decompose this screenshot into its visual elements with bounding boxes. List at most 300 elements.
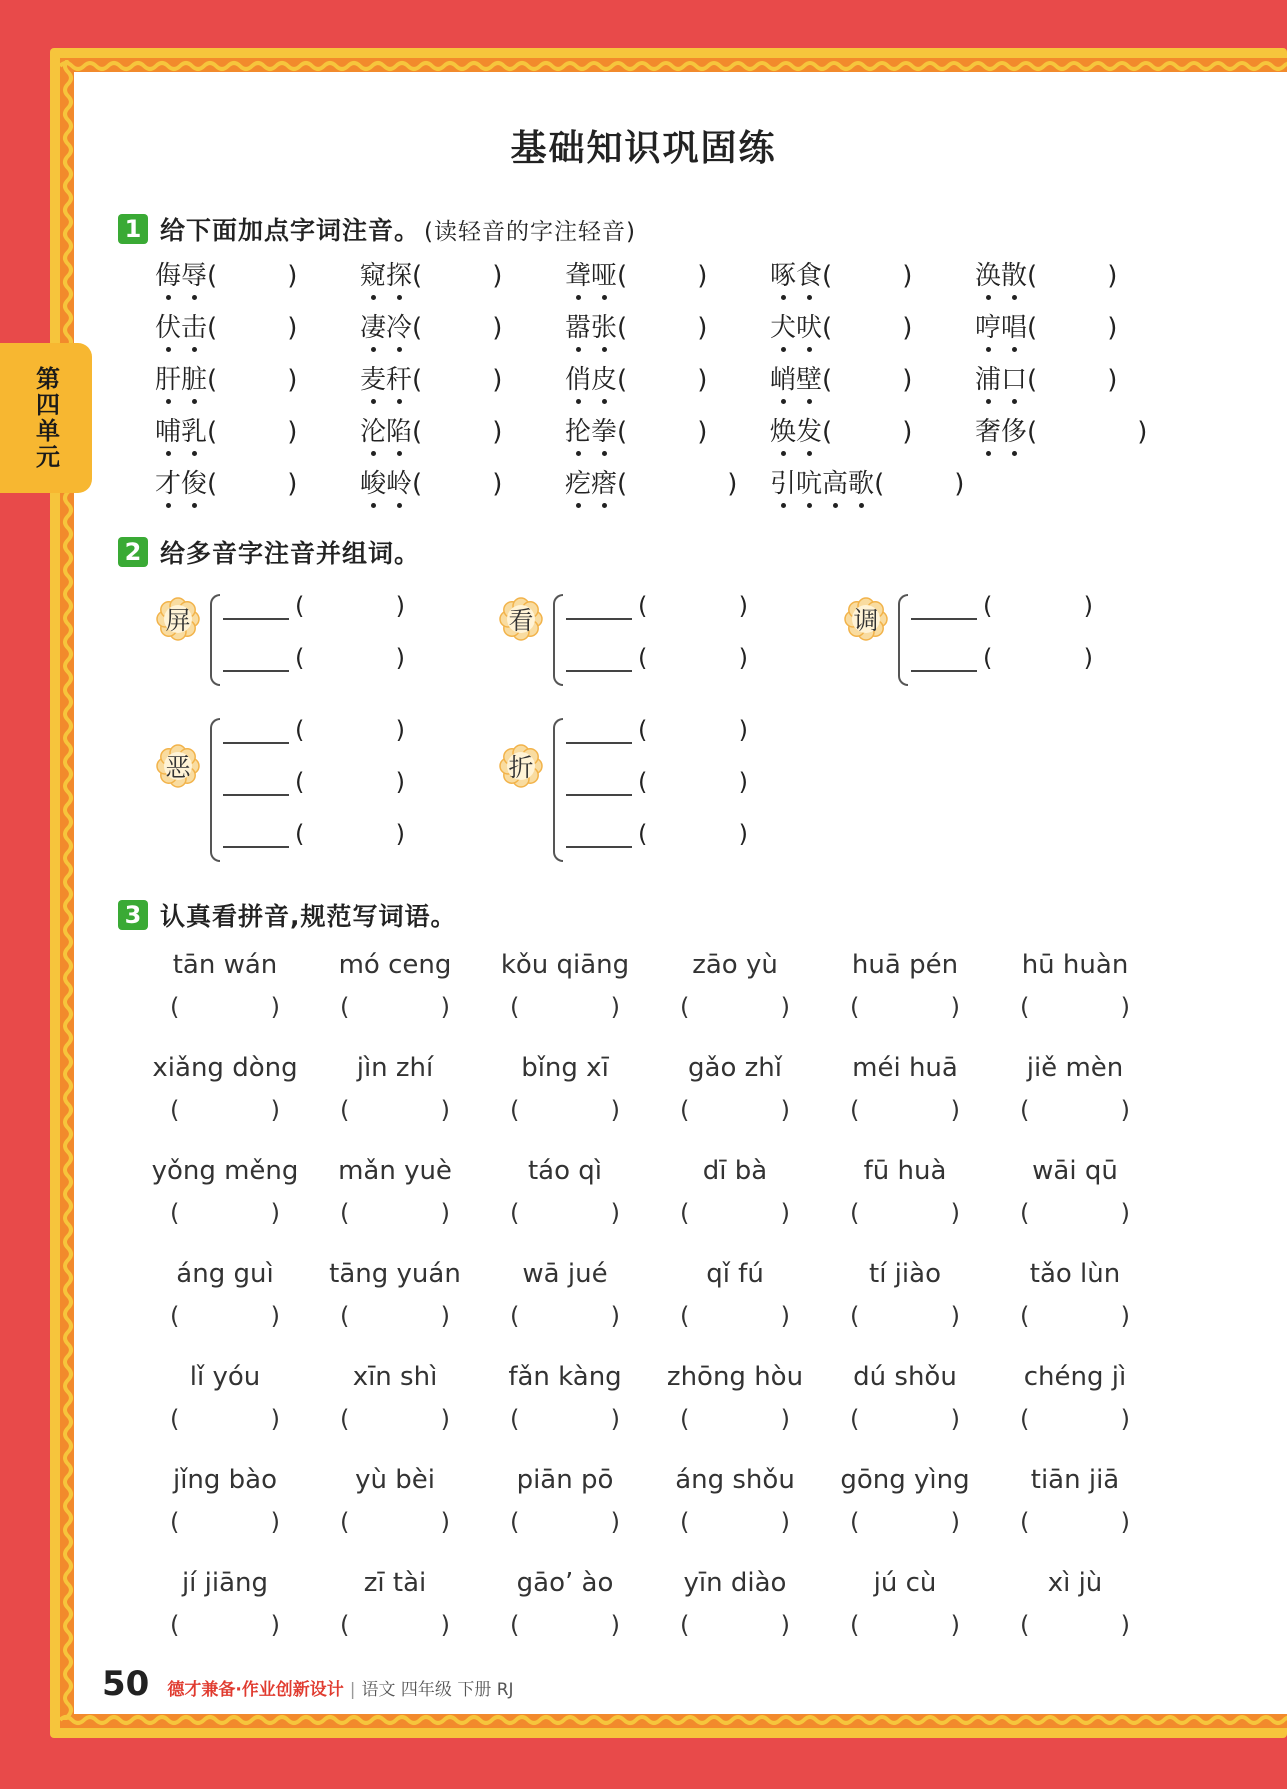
pinyin-cell (140, 1048, 310, 1124)
answer-paren[interactable] (1020, 1302, 1130, 1330)
paren-open: ( (850, 1611, 860, 1639)
phonetic-item (565, 255, 707, 292)
dotted-char: 啄 (770, 255, 796, 292)
paren-open: ( (1027, 417, 1038, 447)
answer-paren[interactable] (850, 1405, 960, 1433)
question-2-number: 2 (118, 537, 148, 567)
paren-open: ( (680, 1508, 690, 1536)
answer-paren[interactable] (170, 1199, 280, 1227)
brace (553, 718, 563, 862)
paren-open: ( (207, 365, 218, 395)
paren-close: ) (395, 716, 405, 744)
pinyin-blank[interactable] (911, 650, 977, 672)
answer-paren[interactable] (510, 993, 620, 1021)
item-word (565, 359, 617, 396)
phonetic-item (565, 307, 707, 344)
paren-open: ( (617, 417, 628, 447)
paren-open: ( (510, 1405, 520, 1433)
polyphone-line (566, 644, 748, 672)
word-paren[interactable] (295, 644, 405, 672)
paren-open: ( (1020, 1302, 1030, 1330)
pinyin-text: mó ceng (338, 950, 452, 980)
flower-icon (155, 743, 201, 789)
pinyin-text: fǎn kàng (508, 1362, 622, 1392)
word-paren[interactable] (638, 768, 748, 796)
paren-close: ) (780, 1302, 790, 1330)
paren-close: ) (1120, 1199, 1130, 1227)
paren-close: ) (1107, 261, 1118, 291)
paren-close: ) (492, 469, 503, 499)
pinyin-text: xīn shì (352, 1362, 438, 1392)
paren-close: ) (950, 1611, 960, 1639)
word-paren[interactable] (295, 820, 405, 848)
pinyin-cell (990, 1563, 1160, 1639)
pinyin-text: gāo’ ào (516, 1568, 614, 1598)
dotted-char: 俏 (565, 359, 591, 396)
paren-close: ) (1137, 417, 1148, 447)
dotted-char: 抡 (565, 411, 591, 448)
paren-close: ) (902, 261, 913, 291)
paren-open: ( (1027, 261, 1038, 291)
paren-open: ( (983, 592, 993, 620)
answer-paren[interactable] (850, 1096, 960, 1124)
phonetic-item (975, 359, 1117, 396)
dotted-char: 口 (1001, 359, 1027, 396)
answer-paren[interactable] (340, 993, 450, 1021)
answer-paren[interactable] (340, 1096, 450, 1124)
word-paren[interactable] (638, 820, 748, 848)
pinyin-text: dú shǒu (853, 1362, 957, 1392)
pinyin-cell (310, 945, 480, 1021)
paren-open: ( (680, 1302, 690, 1330)
pinyin-cell (480, 1151, 650, 1227)
paren-open: ( (874, 469, 885, 499)
item-word (975, 411, 1027, 448)
answer-paren[interactable] (170, 1096, 280, 1124)
paren-open: ( (510, 1508, 520, 1536)
item-word (565, 463, 617, 500)
pinyin-text: yīn diào (683, 1568, 787, 1598)
pinyin-cell (650, 1048, 820, 1124)
answer-paren[interactable] (510, 1508, 620, 1536)
paren-open: ( (822, 261, 833, 291)
pinyin-blank[interactable] (223, 722, 289, 744)
item-word (770, 255, 822, 292)
answer-paren[interactable] (170, 1611, 280, 1639)
pinyin-text: wāi qū (1032, 1156, 1118, 1186)
word-paren[interactable] (983, 592, 1093, 620)
pinyin-text: fū huà (863, 1156, 947, 1186)
question-1-text (160, 211, 636, 247)
phonetic-item (360, 359, 502, 396)
answer-paren[interactable] (1020, 1096, 1130, 1124)
pinyin-cell (480, 945, 650, 1021)
paren-close: ) (440, 1405, 450, 1433)
dotted-char: 奢 (975, 411, 1001, 448)
paren-close: ) (902, 365, 913, 395)
paren-close: ) (780, 1199, 790, 1227)
pinyin-text: chéng jì (1023, 1362, 1127, 1392)
pinyin-text: bǐng xī (521, 1053, 609, 1083)
paren-open: ( (340, 993, 350, 1021)
paren-close: ) (954, 469, 965, 499)
answer-paren[interactable] (680, 1199, 790, 1227)
item-word (155, 411, 207, 448)
paren-open: ( (617, 469, 628, 499)
answer-paren[interactable] (680, 1096, 790, 1124)
item-word (565, 255, 617, 292)
item-word (975, 255, 1027, 292)
item-word (360, 307, 412, 344)
paren-close: ) (440, 1508, 450, 1536)
question-1-grid (155, 255, 1155, 515)
pinyin-cell (820, 1254, 990, 1330)
paren-close: ) (492, 365, 503, 395)
paren-open: ( (983, 644, 993, 672)
footer (102, 1664, 514, 1704)
phonetic-item (155, 307, 297, 344)
dotted-char: 探 (386, 255, 412, 292)
paren-close: ) (492, 417, 503, 447)
pinyin-cell (480, 1254, 650, 1330)
pinyin-blank[interactable] (223, 650, 289, 672)
pinyin-blank[interactable] (566, 826, 632, 848)
footer-separator: | (349, 1680, 356, 1700)
item-word (770, 359, 822, 396)
pinyin-text: hū huàn (1021, 950, 1129, 980)
paren-open: ( (680, 1405, 690, 1433)
paren-close: ) (287, 417, 298, 447)
pinyin-text: xì jù (1047, 1568, 1103, 1598)
pinyin-text: zhōng hòu (666, 1362, 804, 1392)
paren-close: ) (610, 1611, 620, 1639)
phonetic-item (565, 359, 707, 396)
answer-paren[interactable] (850, 1302, 960, 1330)
dotted-char: 瘩 (591, 463, 617, 500)
dotted-char: 秆 (386, 359, 412, 396)
dotted-char: 伏 (155, 307, 181, 344)
pinyin-row (140, 1254, 1160, 1357)
question-3-number: 3 (118, 900, 148, 930)
paren-close: ) (440, 1199, 450, 1227)
answer-paren[interactable] (510, 1199, 620, 1227)
pinyin-text: dī bà (702, 1156, 768, 1186)
answer-paren[interactable] (170, 1508, 280, 1536)
question-1-row (155, 411, 1155, 463)
paren-close: ) (610, 1508, 620, 1536)
dotted-char: 壁 (796, 359, 822, 396)
paren-open: ( (170, 1096, 180, 1124)
paren-open: ( (340, 1302, 350, 1330)
pinyin-cell (140, 1254, 310, 1330)
paren-open: ( (850, 1302, 860, 1330)
pinyin-cell (310, 1048, 480, 1124)
paren-open: ( (680, 1611, 690, 1639)
answer-paren[interactable] (680, 1405, 790, 1433)
dotted-char: 峻 (360, 463, 386, 500)
answer-paren[interactable] (1020, 1405, 1130, 1433)
pinyin-row (140, 1151, 1160, 1254)
item-word (975, 359, 1027, 396)
paren-close: ) (780, 1611, 790, 1639)
phonetic-item (975, 255, 1117, 292)
polyphone-line (223, 716, 405, 744)
paren-close: ) (902, 417, 913, 447)
answer-paren[interactable] (340, 1508, 450, 1536)
dotted-char: 哺 (155, 411, 181, 448)
pinyin-cell (310, 1254, 480, 1330)
dotted-char: 乳 (181, 411, 207, 448)
paren-open: ( (617, 313, 628, 343)
answer-paren[interactable] (680, 1508, 790, 1536)
pinyin-cell (990, 1048, 1160, 1124)
phonetic-item (975, 307, 1117, 344)
paren-close: ) (287, 313, 298, 343)
answer-paren[interactable] (1020, 1611, 1130, 1639)
pinyin-cell (820, 1563, 990, 1639)
item-word (975, 307, 1027, 344)
answer-paren[interactable] (850, 993, 960, 1021)
paren-open: ( (207, 261, 218, 291)
paren-open: ( (510, 993, 520, 1021)
paren-close: ) (950, 1199, 960, 1227)
paren-open: ( (510, 1611, 520, 1639)
paren-open: ( (638, 820, 648, 848)
dotted-char: 歌 (848, 463, 874, 500)
paren-close: ) (1120, 1611, 1130, 1639)
phonetic-item (565, 463, 737, 500)
answer-paren[interactable] (1020, 993, 1130, 1021)
paren-close: ) (697, 313, 708, 343)
pinyin-blank[interactable] (566, 598, 632, 620)
answer-paren[interactable] (680, 993, 790, 1021)
paren-open: ( (170, 993, 180, 1021)
paren-close: ) (610, 1405, 620, 1433)
paren-open: ( (412, 313, 423, 343)
paren-open: ( (822, 365, 833, 395)
phonetic-item (770, 359, 912, 396)
answer-paren[interactable] (170, 1405, 280, 1433)
question-2-header (118, 534, 420, 570)
paren-close: ) (738, 820, 748, 848)
pinyin-text: tiān jiā (1030, 1465, 1120, 1495)
answer-paren[interactable] (850, 1508, 960, 1536)
pinyin-cell (480, 1357, 650, 1433)
paren-close: ) (440, 1611, 450, 1639)
paren-close: ) (287, 261, 298, 291)
answer-paren[interactable] (1020, 1199, 1130, 1227)
polyphone-line (566, 768, 748, 796)
dotted-char: 涣 (975, 255, 1001, 292)
pinyin-row (140, 1563, 1160, 1666)
pinyin-text: tān wán (172, 950, 278, 980)
paren-close: ) (440, 993, 450, 1021)
item-word (770, 307, 822, 344)
item-word (770, 411, 822, 448)
answer-paren[interactable] (510, 1405, 620, 1433)
dotted-char: 侈 (1001, 411, 1027, 448)
word-paren[interactable] (295, 592, 405, 620)
paren-open: ( (638, 592, 648, 620)
paren-open: ( (170, 1405, 180, 1433)
pinyin-cell (140, 1460, 310, 1536)
paren-close: ) (395, 768, 405, 796)
dotted-char: 皮 (591, 359, 617, 396)
paren-close: ) (950, 1302, 960, 1330)
answer-paren[interactable] (680, 1302, 790, 1330)
pinyin-text: zī tài (363, 1568, 427, 1598)
pinyin-blank[interactable] (223, 826, 289, 848)
dotted-char: 哑 (591, 255, 617, 292)
paren-close: ) (727, 469, 738, 499)
pinyin-text: jí jiāng (181, 1568, 269, 1598)
dotted-char: 拳 (591, 411, 617, 448)
answer-paren[interactable] (510, 1611, 620, 1639)
pinyin-text: piān pō (516, 1465, 614, 1495)
phonetic-item (975, 411, 1147, 448)
unit-tab (0, 343, 92, 493)
answer-paren[interactable] (340, 1405, 450, 1433)
paren-open: ( (295, 644, 305, 672)
paren-close: ) (1107, 365, 1118, 395)
paren-open: ( (1020, 993, 1030, 1021)
item-word (360, 255, 412, 292)
word-paren[interactable] (295, 768, 405, 796)
paren-open: ( (207, 469, 218, 499)
pinyin-text: gǎo zhǐ (688, 1053, 782, 1083)
pinyin-blank[interactable] (566, 722, 632, 744)
paren-open: ( (295, 820, 305, 848)
word-paren[interactable] (638, 592, 748, 620)
polyphone-line (223, 592, 405, 620)
item-word (155, 463, 207, 500)
pinyin-blank[interactable] (223, 774, 289, 796)
paren-close: ) (780, 1508, 790, 1536)
phonetic-item (360, 463, 502, 500)
polyphone-line (911, 592, 1093, 620)
answer-paren[interactable] (170, 993, 280, 1021)
question-1-row (155, 255, 1155, 307)
answer-paren[interactable] (1020, 1508, 1130, 1536)
paren-close: ) (697, 417, 708, 447)
phonetic-item (360, 255, 502, 292)
pinyin-cell (650, 1460, 820, 1536)
pinyin-cell (480, 1563, 650, 1639)
pinyin-text: mǎn yuè (338, 1156, 452, 1186)
item-word (360, 411, 412, 448)
paren-open: ( (1027, 313, 1038, 343)
pinyin-cell (140, 1563, 310, 1639)
answer-paren[interactable] (510, 1096, 620, 1124)
word-paren[interactable] (295, 716, 405, 744)
phonetic-item (155, 411, 297, 448)
dotted-char: 吠 (796, 307, 822, 344)
paren-open: ( (340, 1199, 350, 1227)
paren-open: ( (170, 1302, 180, 1330)
pinyin-cell (480, 1460, 650, 1536)
paren-open: ( (295, 716, 305, 744)
pinyin-text: xiǎng dòng (152, 1053, 298, 1083)
paren-close: ) (738, 592, 748, 620)
dotted-char: 食 (796, 255, 822, 292)
answer-paren[interactable] (340, 1611, 450, 1639)
answer-paren[interactable] (680, 1611, 790, 1639)
phonetic-item (360, 411, 502, 448)
pinyin-cell (820, 945, 990, 1021)
answer-paren[interactable] (340, 1302, 450, 1330)
dotted-char: 犬 (770, 307, 796, 344)
answer-paren[interactable] (340, 1199, 450, 1227)
pinyin-row (140, 1460, 1160, 1563)
pinyin-text: tǎo lùn (1029, 1259, 1121, 1289)
paren-open: ( (207, 417, 218, 447)
pinyin-cell (990, 1151, 1160, 1227)
paren-close: ) (697, 261, 708, 291)
answer-paren[interactable] (510, 1302, 620, 1330)
question-1-row (155, 307, 1155, 359)
paren-close: ) (270, 1611, 280, 1639)
pinyin-cell (990, 1460, 1160, 1536)
pinyin-blank[interactable] (566, 650, 632, 672)
pinyin-blank[interactable] (911, 598, 977, 620)
paren-close: ) (1120, 993, 1130, 1021)
paren-close: ) (270, 993, 280, 1021)
pinyin-text: jǐng bào (172, 1465, 278, 1495)
word-paren[interactable] (638, 716, 748, 744)
polyphone-char: 屏 (165, 606, 191, 635)
paren-close: ) (287, 365, 298, 395)
dotted-char: 散 (1001, 255, 1027, 292)
dotted-char: 陷 (386, 411, 412, 448)
polyphone-line (566, 716, 748, 744)
pinyin-text: jiě mèn (1026, 1053, 1124, 1083)
answer-paren[interactable] (850, 1199, 960, 1227)
dotted-char: 击 (181, 307, 207, 344)
word-paren[interactable] (638, 644, 748, 672)
pinyin-cell (310, 1357, 480, 1433)
dotted-char: 浦 (975, 359, 1001, 396)
paren-open: ( (822, 417, 833, 447)
pinyin-text: áng guì (176, 1259, 274, 1289)
dotted-char: 岭 (386, 463, 412, 500)
phonetic-item (770, 255, 912, 292)
pinyin-cell (140, 1151, 310, 1227)
pinyin-blank[interactable] (566, 774, 632, 796)
paren-open: ( (412, 365, 423, 395)
pinyin-cell (310, 1151, 480, 1227)
polyphone-line (566, 820, 748, 848)
dotted-char: 哼 (975, 307, 1001, 344)
word-paren[interactable] (983, 644, 1093, 672)
polyphone-char: 看 (508, 606, 534, 635)
paren-open: ( (850, 1096, 860, 1124)
paren-open: ( (412, 469, 423, 499)
answer-paren[interactable] (850, 1611, 960, 1639)
phonetic-item (360, 307, 502, 344)
pinyin-blank[interactable] (223, 598, 289, 620)
pinyin-text: jìn zhí (356, 1053, 434, 1083)
paren-close: ) (270, 1405, 280, 1433)
paren-close: ) (395, 592, 405, 620)
footer-brand: 德才兼备·作业创新设计 (167, 1680, 344, 1700)
paren-open: ( (850, 993, 860, 1021)
answer-paren[interactable] (170, 1302, 280, 1330)
paren-open: ( (1020, 1405, 1030, 1433)
paren-close: ) (780, 1405, 790, 1433)
dotted-char: 嚣 (565, 307, 591, 344)
paren-close: ) (780, 993, 790, 1021)
phonetic-item (770, 307, 912, 344)
